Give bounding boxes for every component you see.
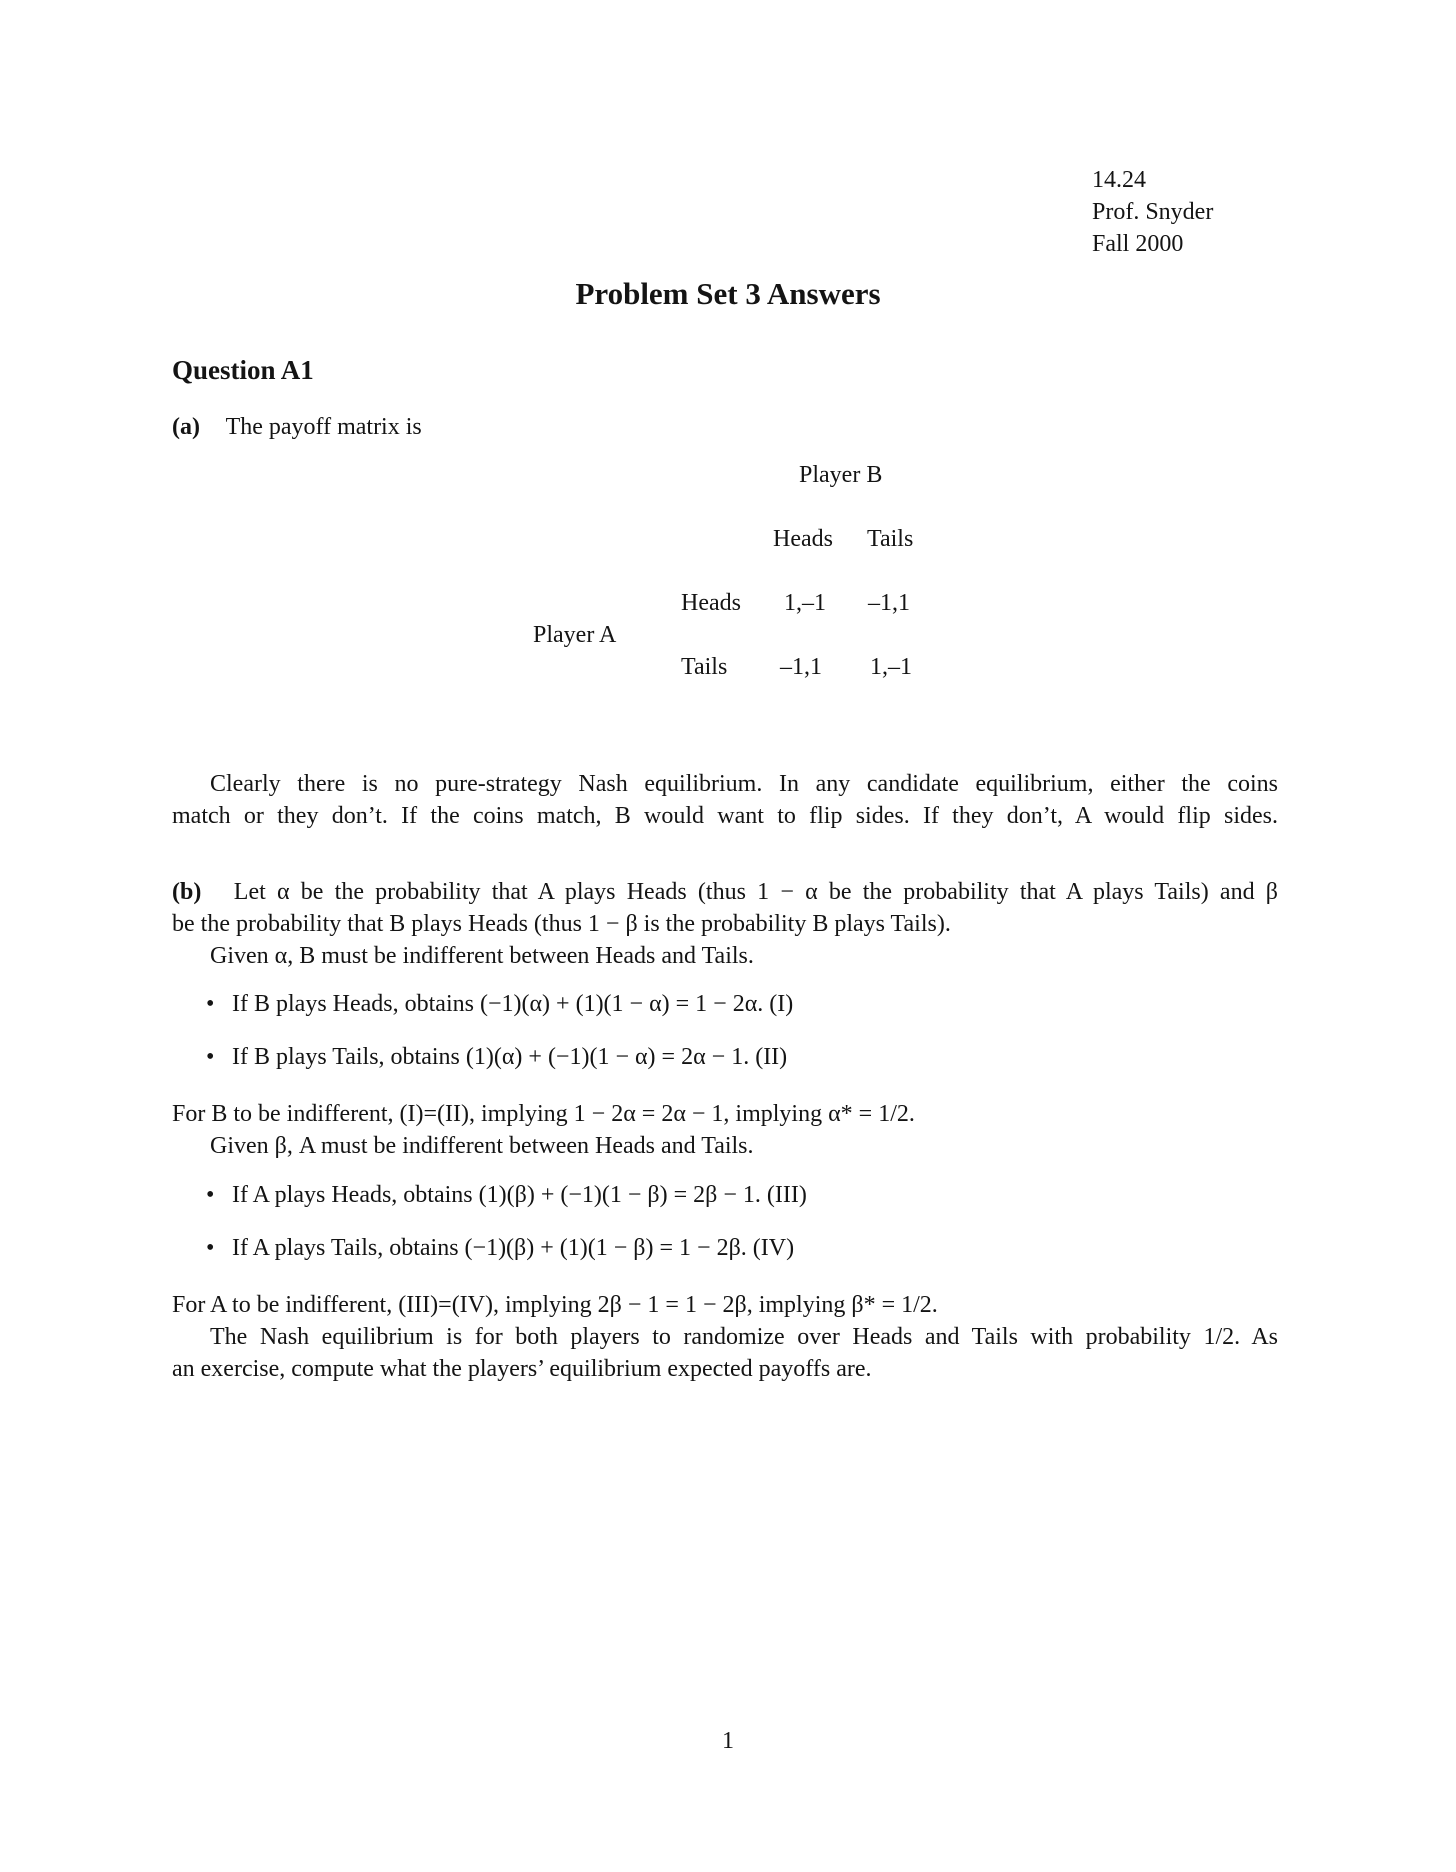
part-a-intro-text: The payoff matrix is xyxy=(225,414,422,440)
part-b-line6: For A to be indifferent, (III)=(IV), implying 2β − 1 = 1 − 2β, implying β* = 1/2. xyxy=(172,1292,938,1318)
part-b-line3: Given α, B must be indifferent between Heads and Tails. xyxy=(210,943,754,969)
matrix-cell: –1,1 xyxy=(868,590,910,616)
question-heading: Question A1 xyxy=(172,355,314,385)
part-b-line2: be the probability that B plays Heads (thus 1 − β is the probability B plays Tails). xyxy=(172,911,951,937)
part-b-b-indifference xyxy=(172,1098,1278,1162)
bullet-text: If A plays Heads, obtains (1)(β) + (−1)(1 − β) = 2β − 1. (III) xyxy=(232,1182,807,1208)
bullet-item-a-tails xyxy=(206,1235,794,1262)
part-b-conclusion xyxy=(172,1289,1278,1385)
bullet-icon: • xyxy=(206,991,215,1017)
matrix-col-header-tails: Tails xyxy=(867,526,914,552)
bullet-item-b-heads xyxy=(206,991,793,1018)
matrix-row-label-heads: Heads xyxy=(681,590,741,616)
bullet-item-a-heads xyxy=(206,1182,807,1209)
matrix-cell: 1,–1 xyxy=(784,590,826,616)
bullet-icon: • xyxy=(206,1182,215,1208)
part-a-para-line: match or they don’t. If the coins match, B would want to flip sides. If they don’t, A would flip sides. xyxy=(172,803,1278,829)
bullet-icon: • xyxy=(206,1235,215,1261)
matrix-col-header-heads: Heads xyxy=(773,526,833,552)
part-a-paragraph xyxy=(172,768,1278,832)
bullet-text: If B plays Heads, obtains (−1)(α) + (1)(1 − α) = 1 − 2α. (I) xyxy=(232,991,794,1017)
part-b-paragraph xyxy=(172,876,1278,972)
course-number: 14.24 xyxy=(1092,167,1146,193)
page-title: Problem Set 3 Answers xyxy=(575,276,881,311)
part-b-line7: The Nash equilibrium is for both players to randomize over Heads and Tails with probability 1/2. As xyxy=(210,1324,1278,1350)
matrix-cell: 1,–1 xyxy=(870,654,912,680)
matrix-col-player: Player B xyxy=(799,462,883,488)
professor-name: Prof. Snyder xyxy=(1092,199,1214,225)
part-b-line1: Let α be the probability that A plays Heads (thus 1 − α be the probability that A plays Tails) and β xyxy=(233,879,1278,905)
part-a-label: (a) xyxy=(172,414,200,440)
bullet-text: If B plays Tails, obtains (1)(α) + (−1)(1 − α) = 2α − 1. (II) xyxy=(232,1044,788,1070)
part-b-line xyxy=(172,876,1278,908)
matrix-cell: –1,1 xyxy=(780,654,822,680)
bullet-item-b-tails xyxy=(206,1044,787,1071)
part-b-line4: For B to be indifferent, (I)=(II), implying 1 − 2α = 2α − 1, implying α* = 1/2. xyxy=(172,1101,915,1127)
bullet-icon: • xyxy=(206,1044,215,1070)
part-b-label: (b) xyxy=(172,879,202,905)
bullet-text: If A plays Tails, obtains (−1)(β) + (1)(1 − β) = 1 − 2β. (IV) xyxy=(232,1235,795,1261)
part-a-intro xyxy=(172,414,422,441)
part-b-line8: an exercise, compute what the players’ equilibrium expected payoffs are. xyxy=(172,1356,872,1382)
matrix-row-player: Player A xyxy=(533,622,617,648)
part-a-para-line: Clearly there is no pure-strategy Nash equilibrium. In any candidate equilibrium, either the coins xyxy=(210,771,1278,797)
part-b-line5: Given β, A must be indifferent between Heads and Tails. xyxy=(210,1133,754,1159)
page-number: 1 xyxy=(722,1728,734,1754)
term: Fall 2000 xyxy=(1092,231,1184,257)
matrix-row-label-tails: Tails xyxy=(681,654,728,680)
